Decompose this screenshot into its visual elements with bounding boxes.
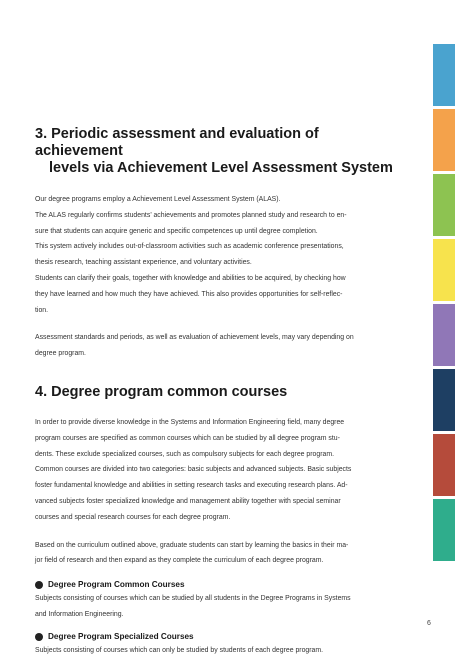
text-line: Based on the curriculum outlined above, graduate students can start by learning the basics in their ma- bbox=[35, 541, 349, 549]
text-line: Assessment standards and periods, as well as evaluation of achievement levels, may vary depending on bbox=[35, 334, 354, 342]
text-line: degree program. bbox=[35, 350, 86, 358]
index-tab bbox=[433, 434, 455, 496]
specialized-courses-heading-text: Degree Program Specialized Courses bbox=[48, 631, 194, 641]
text-line: they have learned and how much they have achieved. This also provides opportunities for self-reflec- bbox=[35, 290, 343, 298]
text-line: Common courses are divided into two categories: basic subjects and advanced subjects. Basic subjects bbox=[35, 466, 352, 474]
text-line: foster fundamental knowledge and abilities in setting research tasks and executing research plans. Ad- bbox=[35, 482, 348, 490]
text-line: Subjects consisting of courses which can only be studied by students of each degree program. bbox=[35, 646, 324, 654]
text-line: Our degree programs employ a Achievement Level Assessment System (ALAS). bbox=[35, 196, 281, 203]
common-courses-heading bbox=[35, 579, 397, 591]
text-line: In order to provide diverse knowledge in the Systems and Information Engineering field, many degree bbox=[35, 418, 345, 426]
common-courses-block bbox=[35, 579, 397, 623]
common-courses-heading-text: Degree Program Common Courses bbox=[48, 580, 185, 590]
text-line: sure that students can acquire generic and specific competences up until degree completion. bbox=[35, 227, 318, 235]
common-courses-description bbox=[35, 591, 397, 623]
section-4-paragraph bbox=[35, 415, 397, 526]
page-number: 6 bbox=[427, 620, 431, 627]
text-line: The ALAS regularly confirms students’ achievements and promotes planned study and research to en- bbox=[35, 211, 347, 219]
bullet-icon bbox=[35, 633, 43, 641]
index-tab bbox=[433, 304, 455, 366]
text-line: program courses are specified as common courses which can be studied by all degree program stu- bbox=[35, 434, 340, 442]
section-3-paragraph-2 bbox=[35, 330, 397, 362]
text-line: courses and special research courses for each degree program. bbox=[35, 513, 231, 521]
specialized-courses-heading bbox=[35, 631, 397, 643]
specialized-courses-block bbox=[35, 631, 397, 659]
index-tab bbox=[433, 109, 455, 171]
text-line: Subjects consisting of courses which can be studied by all students in the Degree Programs in Systems bbox=[35, 595, 351, 603]
text-line: This system actively includes out-of-classroom activities such as academic conference presentations, bbox=[35, 243, 344, 251]
main-content bbox=[35, 126, 397, 659]
specialized-courses-description bbox=[35, 643, 397, 659]
text-line: and Information Engineering. bbox=[35, 610, 124, 618]
section-4-heading: 4. Degree program common courses bbox=[35, 383, 288, 400]
section-4-paragraph-2 bbox=[35, 538, 397, 570]
index-tab bbox=[433, 369, 455, 431]
text-line: dents. These exclude specialized courses, such as compulsory subjects for each degree program. bbox=[35, 450, 335, 458]
section-3-heading bbox=[35, 126, 397, 177]
index-tab bbox=[433, 499, 455, 561]
section-3-heading-line-1: 3. Periodic assessment and evaluation of achievement bbox=[35, 126, 319, 159]
text-line: Students can clarify their goals, together with knowledge and abilities to be acquired, by checking how bbox=[35, 274, 346, 282]
color-index-tabs bbox=[433, 44, 455, 564]
index-tab bbox=[433, 44, 455, 106]
section-3-paragraph bbox=[35, 192, 397, 318]
text-line: tion. bbox=[35, 306, 49, 314]
text-line: jor field of research and then expand as they complete the curriculum of each degree program. bbox=[35, 557, 324, 565]
bullet-icon bbox=[35, 581, 43, 589]
section-3-heading-line-2: levels via Achievement Level Assessment System bbox=[49, 160, 393, 176]
index-tab bbox=[433, 174, 455, 236]
text-line: thesis research, teaching assistant experience, and voluntary activities. bbox=[35, 259, 252, 267]
text-line: vanced subjects foster specialized knowledge and management ability together with special seminar bbox=[35, 497, 341, 505]
index-tab bbox=[433, 239, 455, 301]
